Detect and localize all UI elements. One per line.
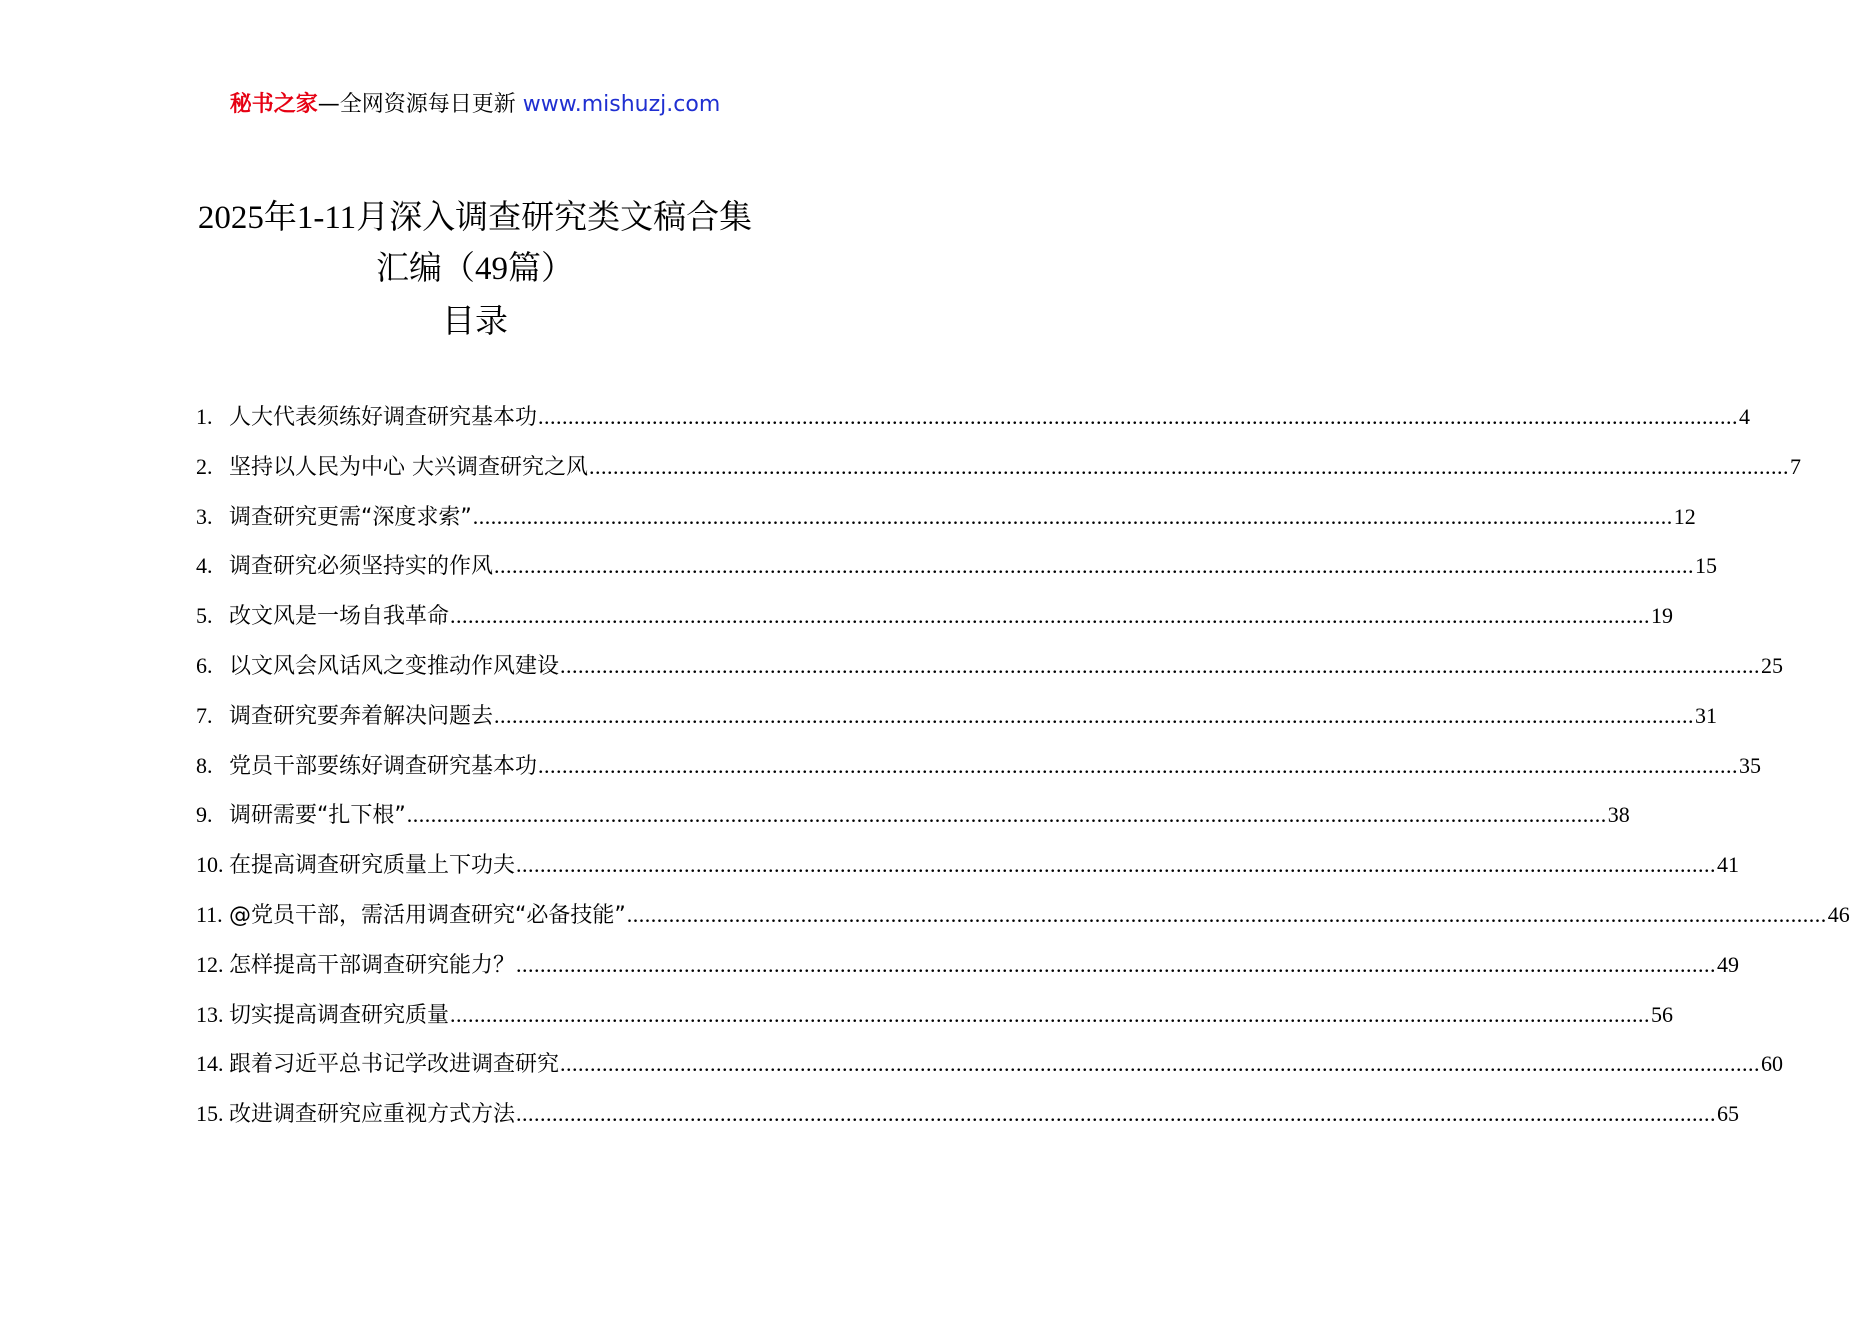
- toc-entry-page-number: 60: [1761, 1051, 1784, 1077]
- toc-dot-leader: ........................................................................................................................................................................................................: [472, 503, 1673, 529]
- toc-dot-leader: ........................................................................................................................................................................................................: [589, 453, 1789, 479]
- title-article-suffix: 篇）: [508, 248, 574, 287]
- toc-entry-title: 跟着习近平总书记学改进调查研究: [229, 1052, 560, 1078]
- site-header: [0, 88, 950, 122]
- title-year: 2025: [197, 200, 264, 236]
- toc-entry[interactable]: [196, 990, 1674, 1040]
- toc-entry-page-number: 7: [1790, 453, 1801, 479]
- toc-dot-leader: ........................................................................................................................................................................................................: [626, 901, 1827, 927]
- toc-entry-page-number: 49: [1717, 951, 1740, 977]
- toc-entry-page-number: 41: [1717, 852, 1740, 878]
- toc-entry[interactable]: [196, 1089, 1740, 1139]
- toc-entry-title: 在提高调查研究质量上下功夫: [229, 853, 516, 879]
- toc-entry-number: 12.: [196, 951, 224, 977]
- toc-entry-page-number: 25: [1761, 652, 1784, 678]
- document-title-line-1: [0, 192, 950, 243]
- toc-dot-leader: ........................................................................................................................................................................................................: [516, 852, 1717, 878]
- toc-entry[interactable]: [196, 392, 1751, 442]
- toc-entry[interactable]: [196, 840, 1740, 890]
- toc-entry[interactable]: [196, 492, 1696, 542]
- toc-entry-page-number: 46: [1827, 901, 1850, 927]
- toc-entry[interactable]: [196, 940, 1740, 990]
- toc-entry-page-number: 65: [1717, 1101, 1740, 1127]
- toc-entry-title: 改进调查研究应重视方式方法: [229, 1102, 516, 1128]
- toc-entry-number: 2.: [196, 453, 213, 479]
- toc-entry[interactable]: [196, 641, 1784, 691]
- toc-dot-leader: ........................................................................................................................................................................................................: [538, 404, 1739, 429]
- toc-dot-leader: ........................................................................................................................................................................................................: [406, 802, 1607, 828]
- toc-entry-title: @党员干部，需活用调查研究“必备技能”: [229, 902, 626, 928]
- title-year-suffix: 年: [263, 197, 297, 236]
- toc-entry-title: 人大代表须练好调查研究基本功: [229, 405, 538, 430]
- toc-entry[interactable]: [196, 790, 1630, 840]
- toc-entry-number: 7.: [196, 702, 213, 728]
- title-article-count: 49: [475, 251, 508, 287]
- toc-entry-number: 1.: [196, 404, 213, 429]
- toc-entry-number: 10.: [196, 852, 224, 878]
- toc-entry-title: 调查研究必须坚持实的作风: [229, 554, 494, 580]
- site-tagline: —全网资源每日更新: [317, 92, 523, 117]
- toc-dot-leader: ........................................................................................................................................................................................................: [494, 553, 1695, 579]
- toc-dot-leader: ........................................................................................................................................................................................................: [560, 652, 1761, 678]
- document-title: [0, 192, 950, 294]
- toc-dot-leader: ........................................................................................................................................................................................................: [538, 752, 1739, 778]
- toc-entry-page-number: 12: [1673, 503, 1696, 529]
- toc-entry-title: 坚持以人民为中心 大兴调查研究之风: [229, 454, 588, 480]
- toc-entry-page-number: 35: [1739, 752, 1762, 778]
- toc-entry-number: 14.: [196, 1051, 224, 1077]
- toc-entry[interactable]: [196, 591, 1674, 641]
- toc-entry-title: 调查研究要奔着解决问题去: [229, 703, 494, 729]
- toc-dot-leader: ........................................................................................................................................................................................................: [450, 1001, 1651, 1027]
- toc-entry-title: 怎样提高干部调查研究能力？: [229, 952, 516, 978]
- toc-entry[interactable]: [196, 1039, 1784, 1089]
- toc-heading: 目录: [442, 301, 508, 340]
- toc-entry-number: 9.: [196, 802, 213, 828]
- toc-entry-number: 4.: [196, 553, 213, 579]
- toc-entry-number: 5.: [196, 603, 213, 629]
- toc-entry-title: 以文风会风话风之变推动作风建设: [229, 653, 560, 679]
- title-topic: 月深入调查研究类文稿合集: [356, 197, 753, 236]
- toc-dot-leader: ........................................................................................................................................................................................................: [450, 603, 1651, 629]
- toc-entry-page-number: 56: [1651, 1001, 1674, 1027]
- site-brand: 秘书之家: [229, 92, 318, 117]
- toc-entry[interactable]: [196, 741, 1762, 791]
- toc-entry-title: 党员干部要练好调查研究基本功: [229, 753, 538, 779]
- toc-entry[interactable]: [196, 691, 1718, 741]
- toc-entry[interactable]: [196, 541, 1718, 591]
- title-month-range: 1-11: [296, 200, 357, 236]
- site-url-link[interactable]: www.mishuzj.com: [522, 92, 721, 117]
- toc-entry-number: 6.: [196, 652, 213, 678]
- toc-entry-number: 13.: [196, 1001, 224, 1027]
- toc-entry-number: 8.: [196, 752, 213, 778]
- title-compilation: 汇编（: [376, 248, 475, 287]
- toc-entry-page-number: 31: [1695, 702, 1718, 728]
- toc-entry-page-number: 15: [1695, 553, 1718, 579]
- toc-entry[interactable]: [196, 442, 1801, 492]
- toc-entry-title: 切实提高调查研究质量: [229, 1002, 450, 1028]
- toc-entry-title: 调研需要“扎下根”: [229, 803, 406, 829]
- toc-entry[interactable]: [196, 890, 1850, 940]
- toc-entry-page-number: 19: [1651, 603, 1674, 629]
- toc-entry-page-number: 4: [1739, 404, 1751, 429]
- table-of-contents: [196, 392, 1850, 1139]
- toc-entry-number: 11.: [196, 901, 223, 927]
- toc-entry-page-number: 38: [1607, 802, 1630, 828]
- toc-entry-title: 改文风是一场自我革命: [229, 604, 450, 630]
- toc-dot-leader: ........................................................................................................................................................................................................: [560, 1051, 1761, 1077]
- toc-dot-leader: ........................................................................................................................................................................................................: [516, 951, 1717, 977]
- toc-entry-number: 15.: [196, 1101, 224, 1127]
- toc-dot-leader: ........................................................................................................................................................................................................: [494, 702, 1695, 728]
- document-title-line-2: [0, 243, 950, 294]
- toc-entry-title: 调查研究更需“深度求索”: [229, 504, 472, 530]
- toc-entry-number: 3.: [196, 503, 213, 529]
- toc-dot-leader: ........................................................................................................................................................................................................: [516, 1101, 1717, 1127]
